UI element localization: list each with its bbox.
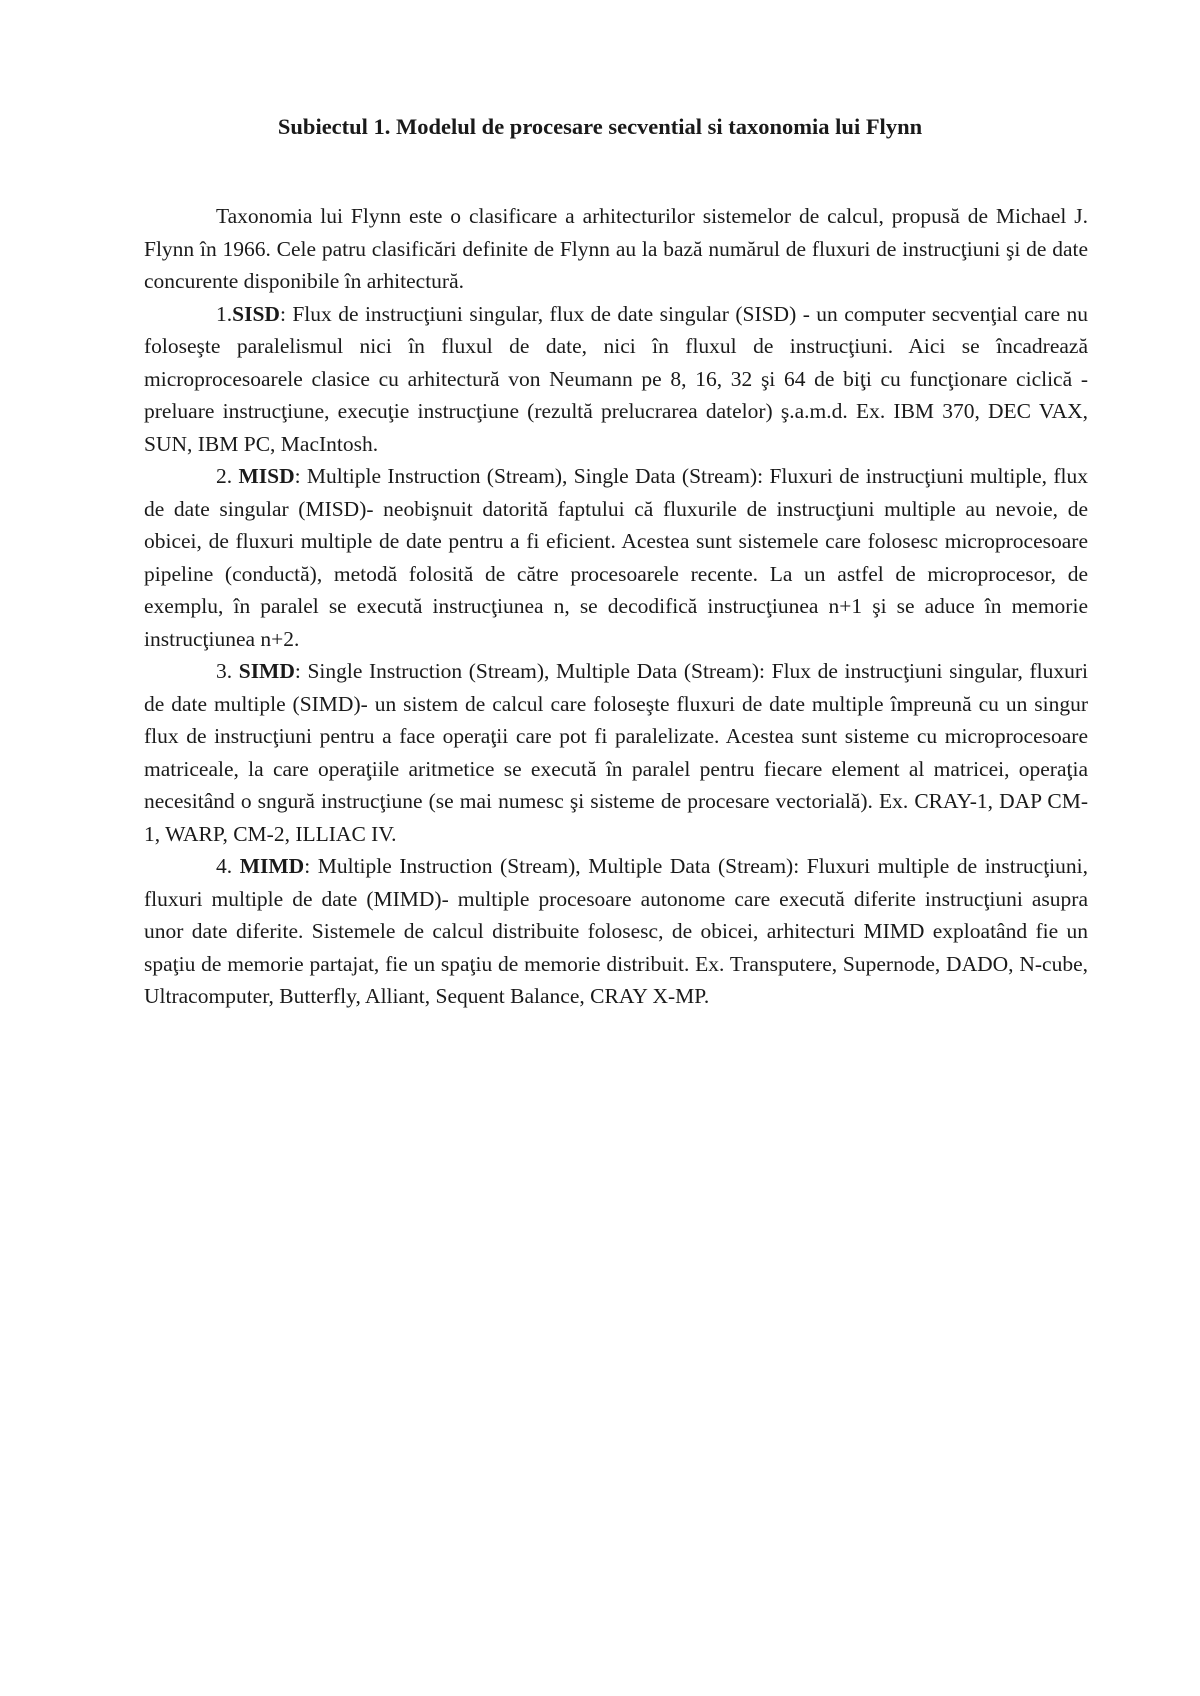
document-title: Subiectul 1. Modelul de procesare secvential si taxonomia lui Flynn xyxy=(277,114,923,139)
section-term: MISD xyxy=(238,464,295,488)
section-number: 4. xyxy=(216,854,240,878)
section-text: : Multiple Instruction (Stream), Multiple Data (Stream): Fluxuri multiple de instrucţiuni, fluxuri multiple de date (MIMD)- multiple procesoare autonome care execută diferite instrucţiuni asupra unor date diferite. Sistemele de calcul distribuite folosesc, de obicei, arhitecturi MIMD exploatând fie un spaţiu de memorie partajat, fie un spaţiu de memorie distribuit. Ex. Transputere, Supernode, DADO, N-cube, Ultracomputer, Butterfly, Alliant, Sequent Balance, CRAY X-MP. xyxy=(144,854,1089,1008)
section-sisd xyxy=(144,298,1088,461)
section-mimd xyxy=(144,850,1088,1013)
intro-paragraph: Taxonomia lui Flynn este o clasificare a arhitecturilor sistemelor de calcul, propusă de Michael J. Flynn în 1966. Cele patru clasificări definite de Flynn au la bază numărul de fluxuri de instrucţiuni şi de date concurente disponibile în arhitectură. xyxy=(144,204,1088,293)
section-number: 3. xyxy=(216,659,239,683)
document-body xyxy=(144,200,1088,1013)
section-text: : Single Instruction (Stream), Multiple Data (Stream): Flux de instrucţiuni singular, fluxuri de date multiple (SIMD)- un sistem de calcul care foloseşte fluxuri de date multiple împreună cu un singur flux de instrucţiuni pentru a face operaţii care pot fi paralelizate. Acestea sunt sisteme cu microprocesoare matriceale, la care operaţiile aritmetice se execută în paralel pentru fiecare element al matricei, operaţia necesitând o sngură instrucţiune (se mai numesc şi sisteme de procesare vectorială). Ex. CRAY-1, DAP CM-1, WARP, CM-2, ILLIAC IV. xyxy=(144,659,1089,846)
section-misd xyxy=(144,460,1088,655)
section-text: : Multiple Instruction (Stream), Single Data (Stream): Fluxuri de instrucţiuni multiple, flux de date singular (MISD)- neobişnuit datorită faptului că fluxurile de instrucţiuni multiple au nevoie, de obicei, de fluxuri multiple de date pentru a fi eficient. Acestea sunt sistemele care folosesc microprocesoare pipeline (conductă), metodă folosită de către procesoarele recente. La un astfel de microprocesor, de exemplu, în paralel se execută instrucţiunea n, se decodifică instrucţiunea n+1 şi se aduce în memorie instrucţiunea n+2. xyxy=(144,464,1088,651)
section-term: MIMD xyxy=(239,854,305,878)
section-number: 1. xyxy=(216,301,233,326)
section-term: SISD xyxy=(232,301,280,326)
section-text: : Flux de instrucţiuni singular, flux de date singular (SISD) - un computer secvenţial care nu foloseşte paralelismul nici în fluxul de date, nici în fluxul de instrucţiuni. Aici se încadrează microprocesoarele clasice cu arhitectură von Neumann pe 8, 16, 32 şi 64 de biţi cu funcţionare ciclică - preluare instrucţiune, execuţie instrucţiune (rezultă prelucrarea datelor) ş.a.m.d. Ex. IBM 370, DEC VAX, SUN, IBM PC, MacIntosh. xyxy=(144,301,1088,456)
section-number: 2. xyxy=(216,464,239,488)
section-term: SIMD xyxy=(238,659,295,683)
section-simd xyxy=(144,655,1088,850)
